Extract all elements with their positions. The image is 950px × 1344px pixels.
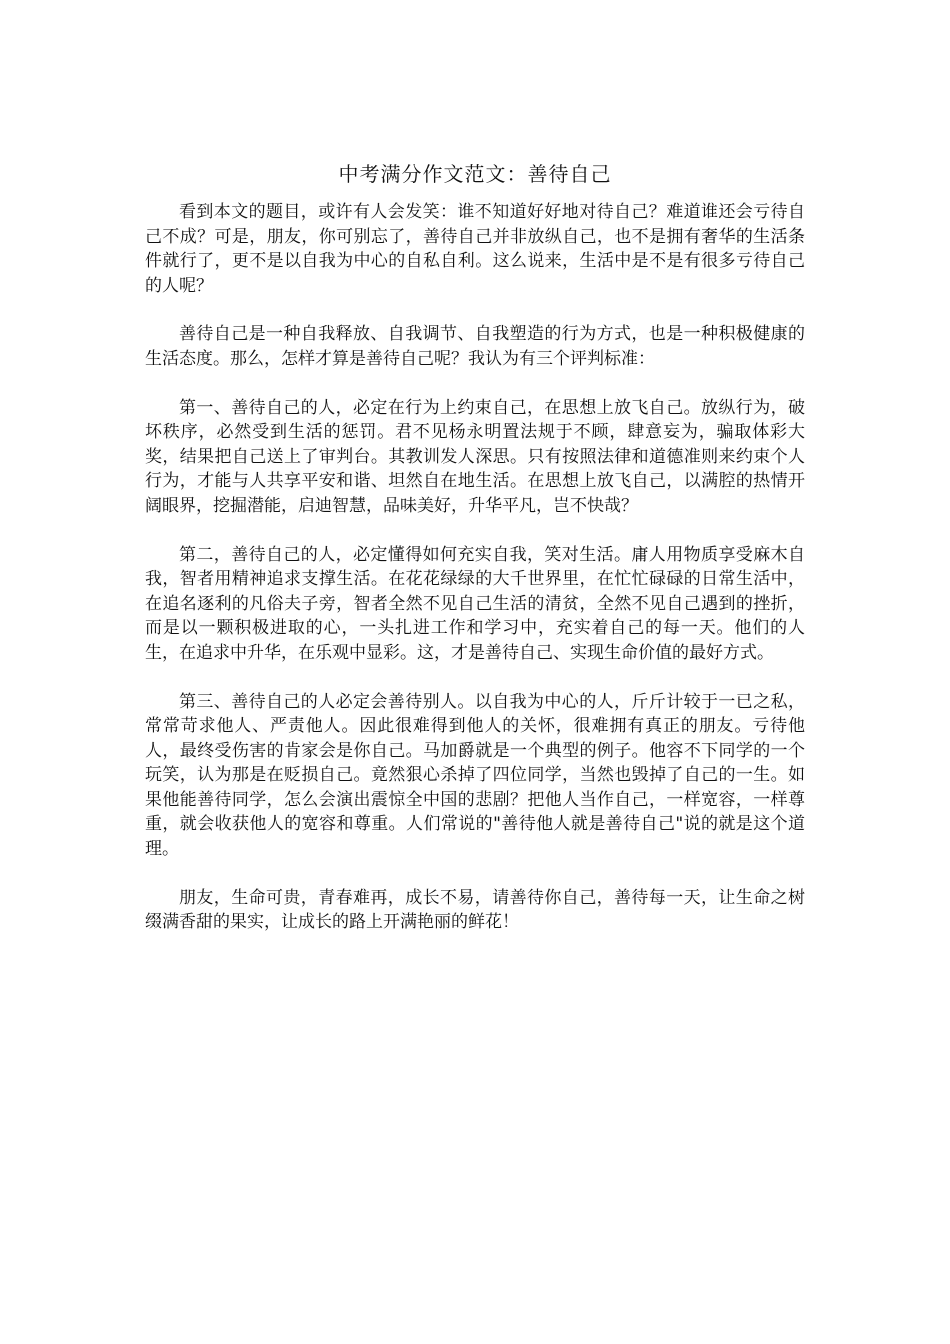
paragraph-second-point: 第二，善待自己的人，必定懂得如何充实自我，笑对生活。庸人用物质享受麻木自我，智者用精神追求支撑生活。在花花绿绿的大千世界里，在忙忙碌碌的日常生活中，在追名逐利的凡俗夫子旁，智者全然不见自己生活的清贫，全然不见自己遇到的挫折，而是以一颗积极进取的心，一头扎进工作和学习中，充实着自己的每一天。他们的人生，在追求中升华，在乐观中显彩。这，才是善待自己、实现生命价值的最好方式。 <box>145 544 805 663</box>
essay-title: 中考满分作文范文：善待自己 <box>338 162 612 186</box>
essay-body <box>145 200 805 959</box>
paragraph-intro: 看到本文的题目，或许有人会发笑：谁不知道好好地对待自己？难道谁还会亏待自己不成？可是，朋友，你可别忘了，善待自己并非放纵自己，也不是拥有奢华的生活条件就行了，更不是以自我为中心的自私自利。这么说来，生活中是不是有很多亏待自己的人呢？ <box>145 202 805 296</box>
paragraph-third-point: 第三、善待自己的人必定会善待别人。以自我为中心的人，斤斤计较于一已之私，常常苛求他人、严责他人。因此很难得到他人的关怀，很难拥有真正的朋友。亏待他人，最终受伤害的肯家会是你自己。马加爵就是一个典型的例子。他容不下同学的一个玩笑，认为那是在贬损自己。竟然狠心杀掉了四位同学，当然也毁掉了自己的一生。如果他能善待同学，怎么会演出震惊全中国的悲剧？把他人当作自己，一样宽容，一样尊重，就会收获他人的宽容和尊重。人们常说的"善待他人就是善待自己"说的就是这个道理。 <box>145 691 805 860</box>
paragraph-definition: 善待自己是一种自我释放、自我调节、自我塑造的行为方式，也是一种积极健康的生活态度。那么，怎样才算是善待自己呢？我认为有三个评判标准： <box>145 324 805 369</box>
paragraph-first-point: 第一、善待自己的人，必定在行为上约束自己，在思想上放飞自己。放纵行为，破坏秩序，必然受到生活的惩罚。君不见杨永明置法规于不顾，肆意妄为，骗取体彩大奖，结果把自己送上了审判台。其教训发人深思。只有按照法律和道德准则来约束个人行为，才能与人共享平安和谐、坦然自在地生活。在思想上放飞自己，以满腔的热情开阔眼界，挖掘潜能，启迪智慧，品味美好，升华平凡，岂不快哉？ <box>145 397 805 516</box>
paragraph-conclusion: 朋友，生命可贵，青春难再，成长不易，请善待你自己，善待每一天，让生命之树缀满香甜的果实，让成长的路上开满艳丽的鲜花！ <box>145 887 805 933</box>
